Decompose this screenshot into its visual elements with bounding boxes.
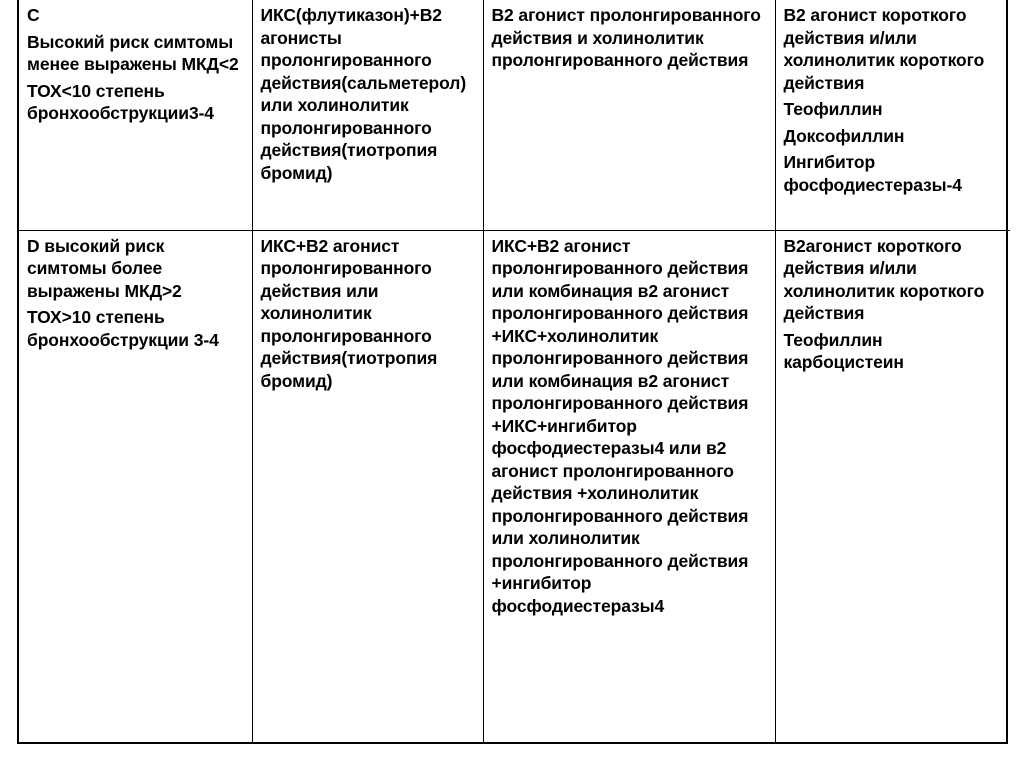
group-d-other-p1: В2агонист короткого действия и/или холинолитик короткого действия	[783, 235, 985, 323]
group-d-alternative-text: ИКС+В2 агонист пролонгированного действия или комбинация в2 агонист пролонгированного действия +ИКС+холинолитик пролонгированного действия или комбинация в2 агонист пролонгированного действия +ИКС+ингибитор фосфодиестеразы4 или в2 агонист пролонгированного действия +холинолитик пролонгированного действия или холинолитик пролонгированного действия +ингибитор фосфодиестеразы4	[491, 235, 749, 616]
table-row-group-c	[19, 0, 1010, 230]
group-c-other-p4: Ингибитор фосфодиестеразы-4	[783, 152, 962, 195]
group-c-risk-text: Высокий риск симтомы менее выражены МКД<2	[27, 31, 239, 74]
group-c-other-p2: Теофиллин	[783, 99, 883, 119]
cell-group-c-alternative	[483, 0, 775, 230]
group-c-other-p3: Доксофиллин	[783, 125, 905, 146]
group-c-first-choice-text: ИКС(флутиказон)+В2 агонисты пролонгированного действия(сальметерол) или холинолитик пролонгированного действия(тиотропия бромид)	[260, 5, 467, 183]
group-d-risk-text: D высокий риск симтомы более выражены МКД>2	[27, 235, 182, 301]
cell-group-d-alternative	[483, 230, 775, 744]
group-d-tox-text: ТОХ>10 степень бронхообструкции 3-4	[27, 307, 219, 350]
cell-group-c-first-choice	[252, 0, 483, 230]
group-c-alternative-text: В2 агонист пролонгированного действия и холинолитик пролонгированного действия	[491, 5, 761, 70]
cell-group-d-patient	[19, 230, 252, 744]
treatment-grid	[19, 0, 1010, 744]
group-c-tox-text: ТОХ<10 степень бронхообструкции3-4	[27, 80, 214, 123]
group-c-label: С	[27, 5, 40, 25]
treatment-table	[17, 0, 1008, 744]
group-d-first-choice-text: ИКС+В2 агонист пролонгированного действия или холинолитик пролонгированного действия(тиотропия бромид)	[260, 235, 438, 391]
cell-group-d-other	[775, 230, 1010, 744]
group-d-other-p2: Теофиллин карбоцистеин	[783, 329, 904, 372]
cell-group-d-first-choice	[252, 230, 483, 744]
cell-group-c-other	[775, 0, 1010, 230]
cell-group-c-patient	[19, 0, 252, 230]
group-c-other-p1: В2 агонист короткого действия и/или холинолитик короткого действия	[783, 5, 985, 93]
table-row-group-d	[19, 230, 1010, 744]
